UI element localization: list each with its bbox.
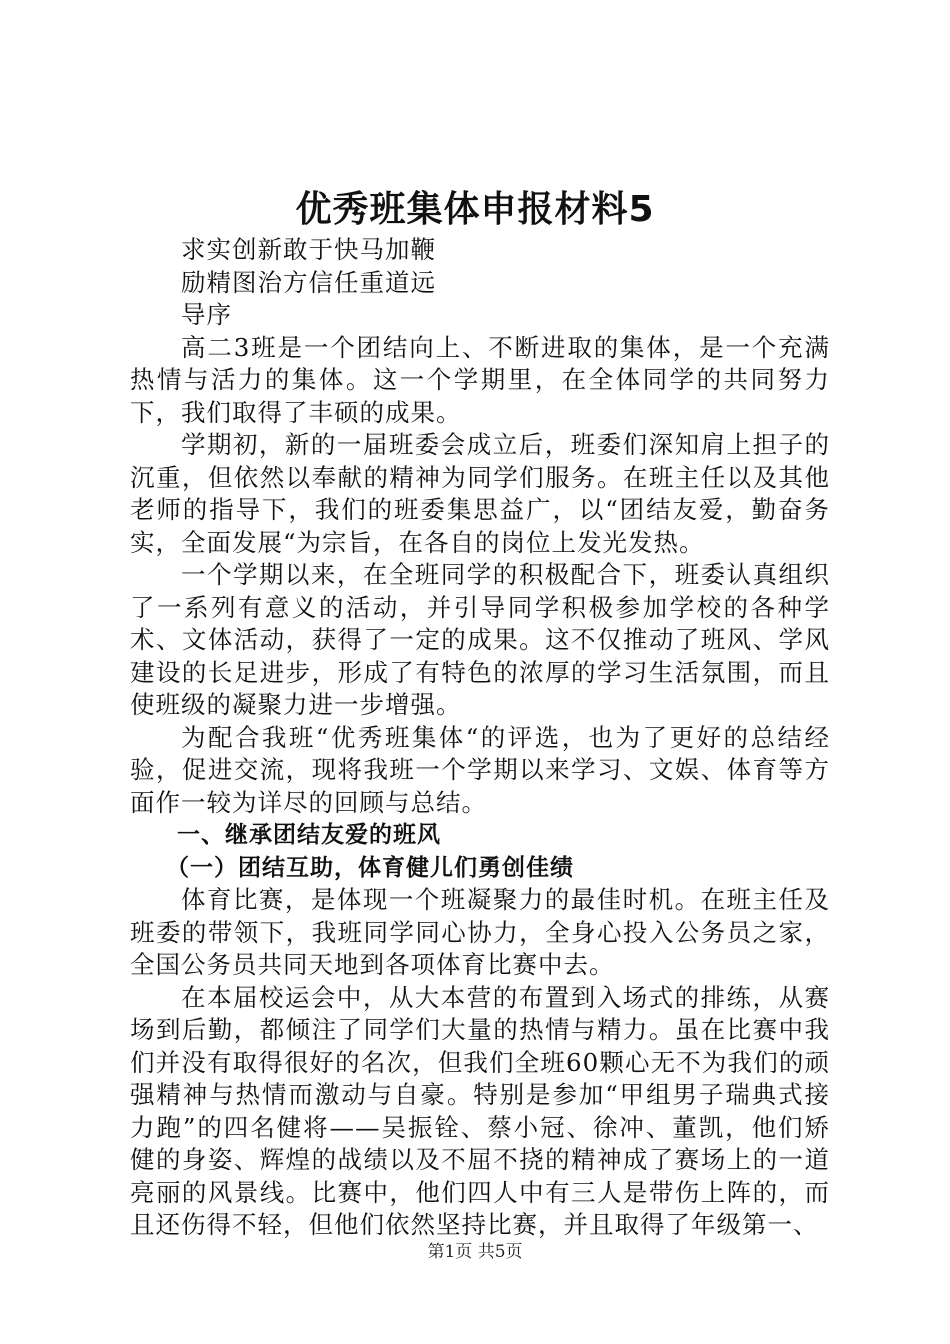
- motto-line-2: 励精图治方信任重道远: [181, 267, 436, 297]
- paragraph: 在本届校运会中，从大本营的布置到入场式的排练，从赛场到后勤，都倾注了同学们大量的热情与精力。虽在比赛中我们并没有取得很好的名次，但我们全班60颗心无不为我们的顽强精神与热情而激动与自豪。特别是参加“甲组男子瑞典式接力跑”的四名健将——吴振铨、蔡小冠、徐冲、董凯，他们矫健的身姿、辉煌的战绩以及不屈不挠的精神成了赛场上的一道亮丽的风景线。比赛中，他们四人中有三人是带伤上阵的，而且还伤得不轻，但他们依然坚持比赛，并且取得了年级第一、: [130, 982, 830, 1239]
- preface-label: 导序: [181, 300, 232, 329]
- page-footer: 第1页 共5页: [427, 1242, 523, 1262]
- paragraph: 为配合我班“优秀班集体“的评选，也为了更好的总结经验，促进交流，现将我班一个学期以来学习、文娱、体育等方面作一较为详尽的回顾与总结。: [130, 722, 830, 817]
- section-heading: 一、继承团结友爱的班风: [177, 822, 441, 848]
- subsection-heading: （一）团结互助，体育健儿们勇创佳绩: [166, 854, 574, 881]
- document-title: 优秀班集体申报材料5: [295, 189, 655, 230]
- motto-line-1: 求实创新敢于快马加鞭: [181, 235, 436, 264]
- paragraph: 体育比赛，是体现一个班凝聚力的最佳时机。在班主任及班委的带领下，我班同学同心协力，全身心投入公务员之家，全国公务员共同天地到各项体育比赛中去。: [130, 885, 830, 979]
- paragraph: 一个学期以来，在全班同学的积极配合下，班委认真组织了一系列有意义的活动，并引导同学积极参加学校的各种学术、文体活动，获得了一定的成果。这不仅推动了班风、学风建设的长足进步，形成了有特色的浓厚的学习生活氛围，而且使班级的凝聚力进一步增强。: [130, 560, 830, 719]
- paragraph: 学期初，新的一届班委会成立后，班委们深知肩上担子的沉重，但依然以奉献的精神为同学们服务。在班主任以及其他老师的指导下，我们的班委集思益广，以“团结友爱，勤奋务实，全面发展“为宗旨，在各自的岗位上发光发热。: [130, 430, 830, 557]
- paragraph: 高二3班是一个团结向上、不断进取的集体，是一个充满热情与活力的集体。这一个学期里，在全体同学的共同努力下，我们取得了丰硕的成果。: [130, 332, 830, 427]
- document-body: [130, 234, 830, 1242]
